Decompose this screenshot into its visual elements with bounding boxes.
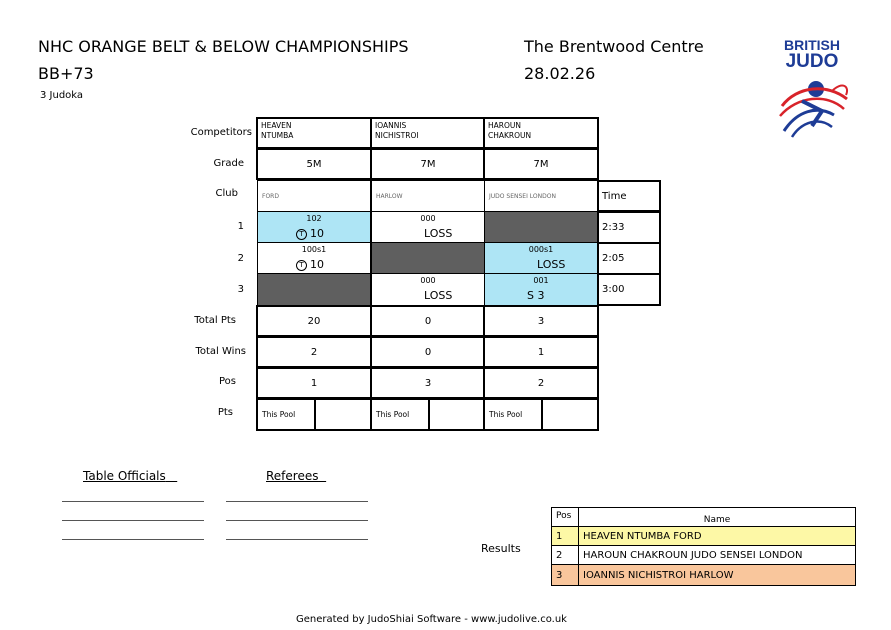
match-cell-r3-c2 [371, 273, 485, 306]
match-cell-r3-c3 [484, 273, 598, 306]
match-cell-r2-c1 [257, 242, 371, 274]
label-pos: Pos [218, 376, 236, 387]
label-total-wins: Total Wins [195, 346, 246, 357]
table-officials-label: Table Officials [83, 469, 166, 483]
result-name-2: HAROUN CHAKROUN JUDO SENSEI LONDON [578, 545, 856, 565]
grade-cell: 5M [256, 148, 372, 180]
score-value: 000 [420, 214, 436, 223]
total-pts-cell: 20 [256, 305, 372, 337]
label-round-1: 1 [237, 221, 244, 232]
signature-line [226, 539, 368, 540]
pts-empty-cell [541, 398, 599, 431]
competitor-3-first: HAROUN [488, 121, 521, 130]
logo-line1: BRITISH [784, 37, 840, 53]
signature-line [226, 501, 368, 502]
total-wins-cell: 2 [256, 336, 372, 368]
result-name-3: IOANNIS NICHISTROI HARLOW [578, 564, 856, 586]
signature-line [62, 520, 204, 521]
match-time: 3:00 [597, 273, 661, 306]
score-value: 000s1 [528, 245, 554, 254]
score-value: 102 [306, 214, 322, 223]
blocked-cell [257, 273, 371, 306]
match-result: S 3 [527, 289, 545, 302]
event-title: NHC ORANGE BELT & BELOW CHAMPIONSHIPS [38, 37, 409, 56]
match-result: LOSS [424, 227, 453, 240]
match-result: LOSS [424, 289, 453, 302]
results-label: Results [481, 542, 521, 555]
competitor-2-last: NICHISTROI [375, 131, 419, 140]
pts-empty-cell [314, 398, 372, 431]
results-header-name: Name [578, 507, 856, 527]
blocked-cell [484, 211, 598, 243]
score-value: 001 [533, 276, 549, 285]
label-grade: Grade [213, 158, 244, 169]
event-date: 28.02.26 [524, 64, 596, 83]
club-cell: JUDO SENSEI LONDON [484, 180, 598, 212]
this-pool-cell: This Pool [256, 398, 316, 431]
competitor-2-first: IOANNIS [375, 121, 407, 130]
logo-line2: JUDO [785, 51, 839, 72]
tiebreak-icon: T [296, 229, 307, 240]
match-cell-r2-c3 [484, 242, 598, 274]
referees-label: Referees [266, 469, 319, 483]
competitor-3-last: CHAKROUN [488, 131, 532, 140]
match-result: 10 [310, 227, 324, 240]
signature-line [62, 539, 204, 540]
total-wins-cell: 0 [370, 336, 486, 368]
match-result: 10 [310, 258, 324, 271]
judo-figure-icon [772, 71, 852, 141]
time-header: Time [597, 180, 661, 212]
competitor-2-name [370, 117, 486, 149]
results-header-pos: Pos [551, 507, 579, 527]
this-pool-cell: This Pool [370, 398, 430, 431]
label-competitors: Competitors [190, 127, 252, 138]
label-round-2: 2 [237, 253, 244, 264]
signature-line [226, 520, 368, 521]
result-pos-1: 1 [551, 526, 579, 546]
pos-cell: 1 [256, 367, 372, 399]
grade-cell: 7M [370, 148, 486, 180]
referees-heading [266, 469, 326, 483]
pos-cell: 3 [370, 367, 486, 399]
blocked-cell [371, 242, 485, 274]
table-officials-heading [83, 469, 177, 483]
match-result: LOSS [537, 258, 566, 271]
competitor-1-last: NTUMBA [261, 131, 294, 140]
result-name-1: HEAVEN NTUMBA FORD [578, 526, 856, 546]
footer-credit: Generated by JudoShiai Software - www.judolive.co.uk [296, 614, 567, 625]
match-time: 2:33 [597, 211, 661, 244]
label-round-3: 3 [237, 284, 244, 295]
judoka-count: 3 Judoka [40, 90, 84, 101]
label-total-pts: Total Pts [194, 315, 236, 326]
grade-cell: 7M [483, 148, 599, 180]
score-value: 000 [420, 276, 436, 285]
label-club: Club [215, 188, 238, 199]
match-time: 2:05 [597, 242, 661, 275]
competitor-1-name [256, 117, 372, 149]
pts-empty-cell [428, 398, 486, 431]
total-wins-cell: 1 [483, 336, 599, 368]
tiebreak-icon: T [296, 260, 307, 271]
signature-line [62, 501, 204, 502]
weight-category: BB+73 [38, 64, 94, 83]
venue: The Brentwood Centre [524, 37, 704, 56]
total-pts-cell: 0 [370, 305, 486, 337]
score-value: 100s1 [301, 245, 327, 254]
label-pts: Pts [217, 407, 233, 418]
competitor-1-first: HEAVEN [261, 121, 292, 130]
club-cell: FORD [257, 180, 371, 212]
total-pts-cell: 3 [483, 305, 599, 337]
match-cell-r1-c2 [371, 211, 485, 243]
match-cell-r1-c1 [257, 211, 371, 243]
club-cell: HARLOW [371, 180, 485, 212]
result-pos-2: 2 [551, 545, 579, 565]
competitor-3-name [483, 117, 599, 149]
british-judo-logo [772, 38, 852, 146]
result-pos-3: 3 [551, 564, 579, 586]
pos-cell: 2 [483, 367, 599, 399]
this-pool-cell: This Pool [483, 398, 543, 431]
